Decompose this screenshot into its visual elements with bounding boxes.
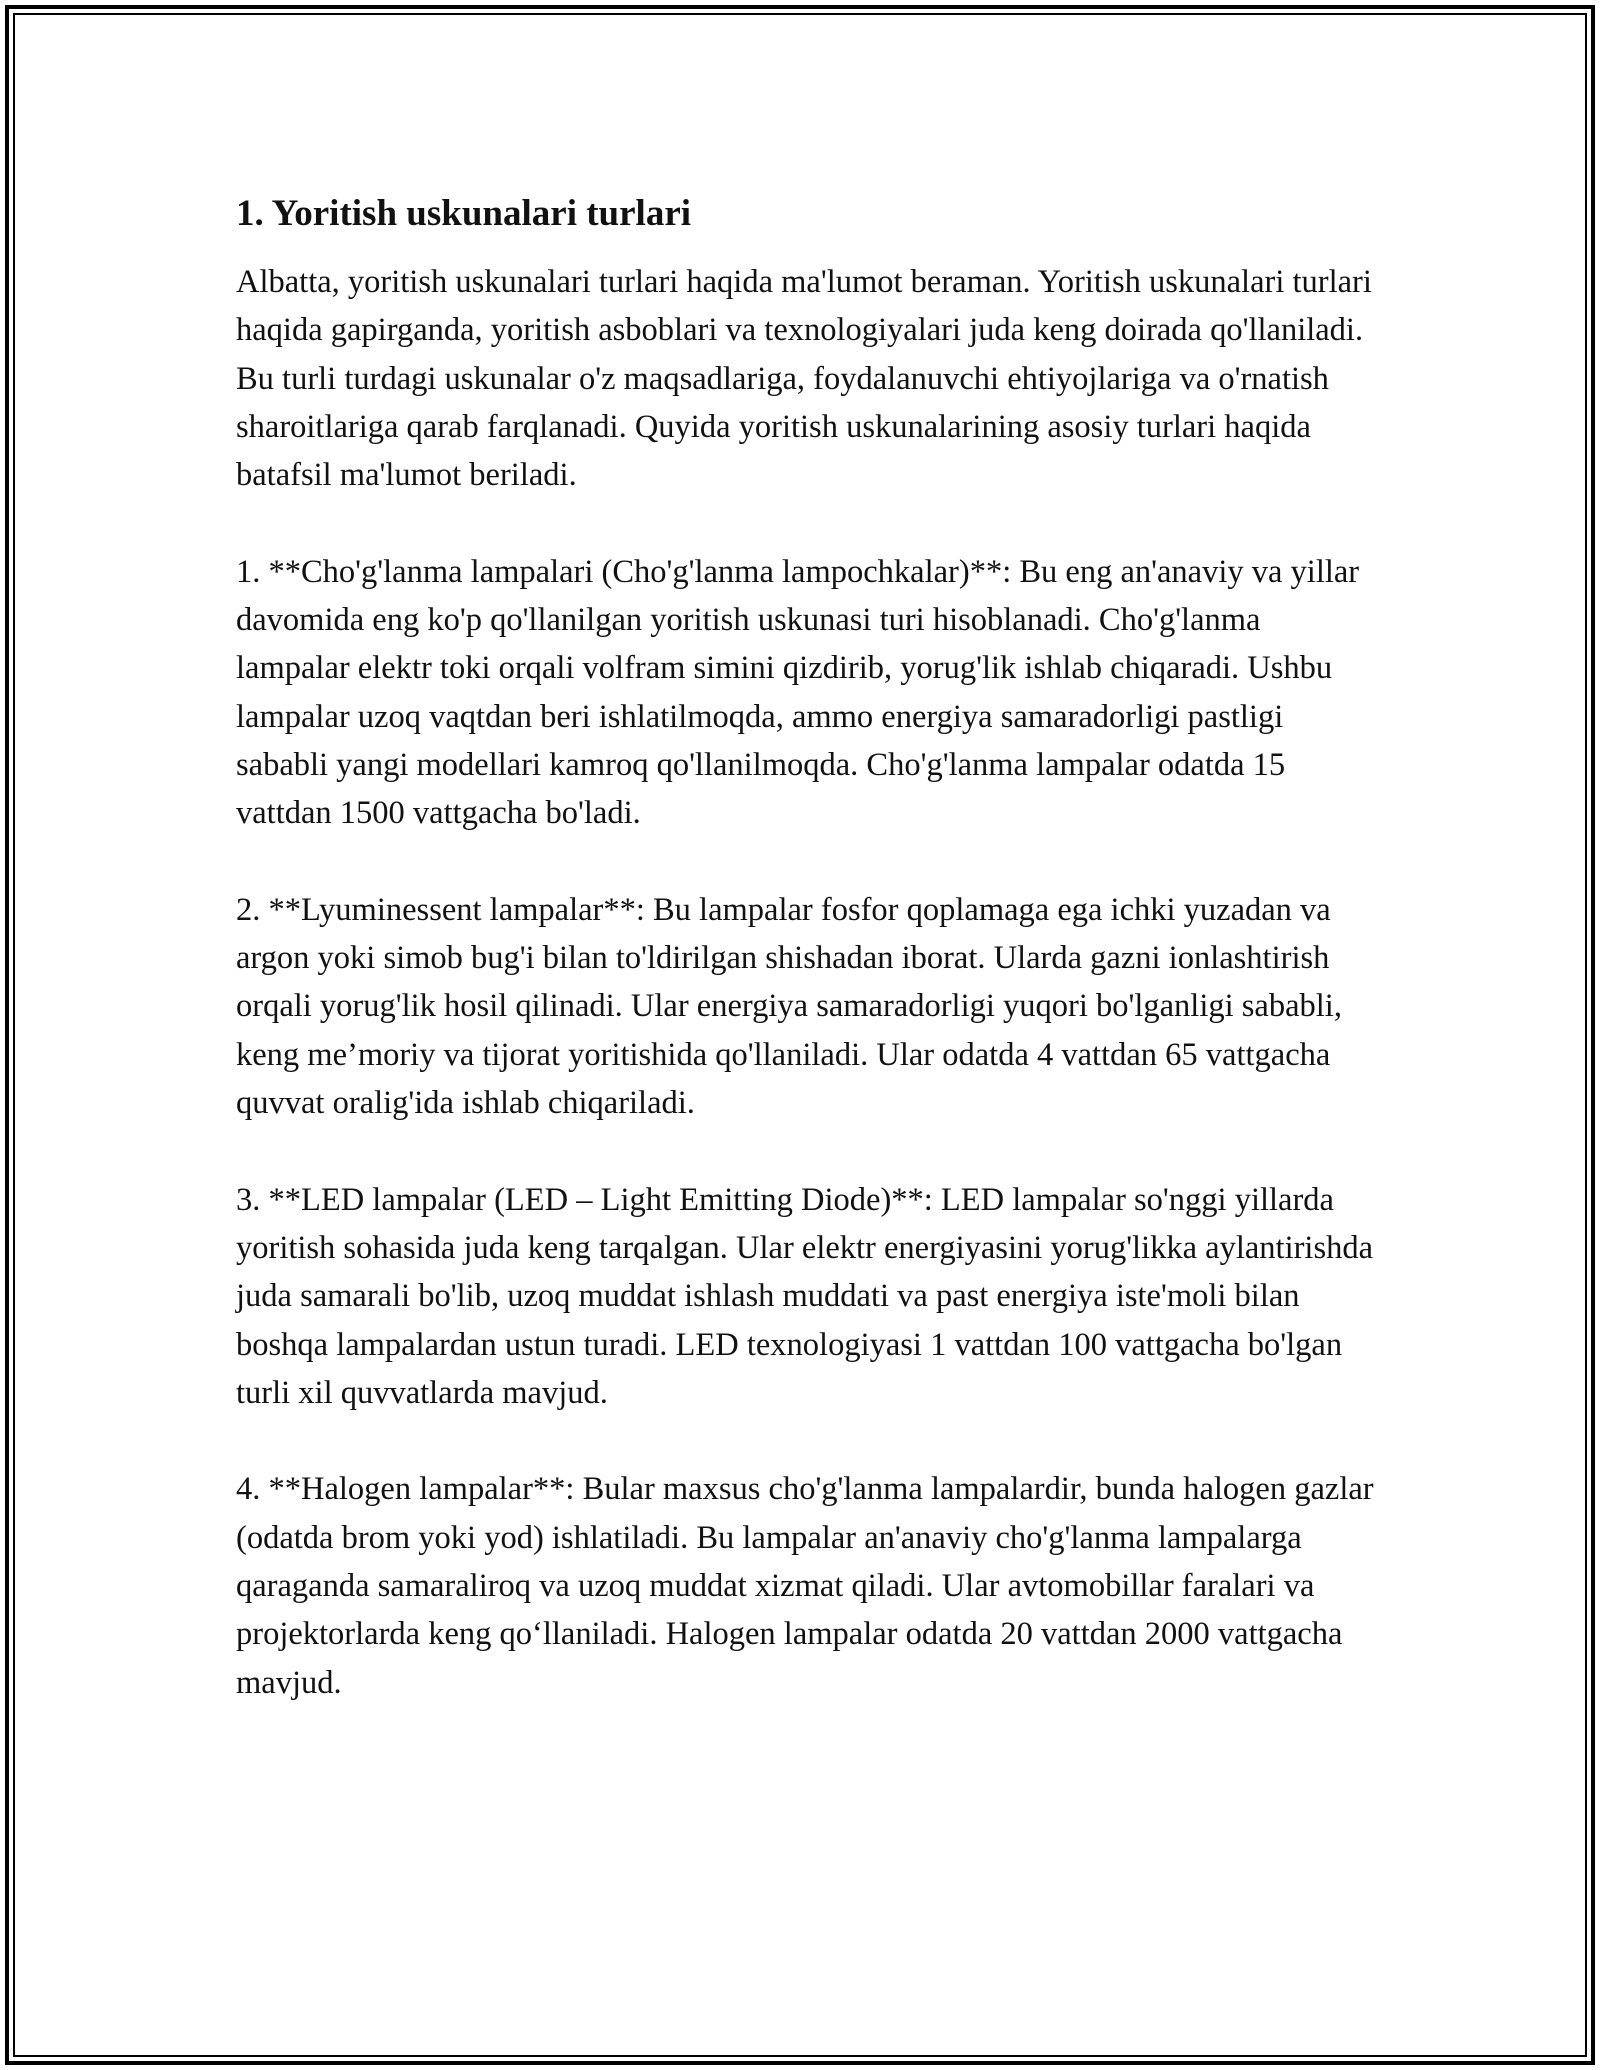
list-item-halogen: 4. **Halogen lampalar**: Bular maxsus cho'g'lanma lampalardir, bunda halogen gazlar (odatda brom yoki yod) ishlatiladi. Bu lampalar an'anaviy cho'g'lanma lampalarga qaraganda samaraliroq va uzoq muddat xizmat qiladi. Ular avtomobillar faralari va projektorlarda keng qo‘llaniladi. Halogen lampalar odatda 20 vattdan 2000 vattgacha mavjud. — [236, 1471, 1374, 1701]
list-item-fluorescent: 2. **Lyuminessent lampalar**: Bu lampalar fosfor qoplamaga ega ichki yuzadan va argon yoki simob bug'i bilan to'ldirilgan shishadan iborat. Ularda gazni ionlashtirish orqali yorug'lik hosil qilinadi. Ular energiya samaradorligi yuqori bo'lganligi sababli, keng me’moriy va tijorat yoritishida qo'llaniladi. Ular odatda 4 vattdan 65 vattgacha quvvat oralig'ida ishlab chiqariladi. — [236, 891, 1342, 1122]
list-item-led: 3. **LED lampalar (LED – Light Emitting Diode)**: LED lampalar so'nggi yillarda yoritish sohasida juda keng tarqalgan. Ular elektr energiyasini yorug'likka aylantirishda juda samarali bo'lib, uzoq muddat ishlash muddati va past energiya iste'moli bilan boshqa lampalardan ustun turadi. LED texnologiyasi 1 vattdan 100 vattgacha bo'lgan turli xil quvvatlarda mavjud. — [236, 1181, 1374, 1411]
document-body — [236, 190, 1376, 1707]
document-heading: 1. Yoritish uskunalari turlari — [236, 193, 692, 234]
intro-paragraph: Albatta, yoritish uskunalari turlari haqida ma'lumot beraman. Yoritish uskunalari turlari haqida gapirganda, yoritish asboblari va texnologiyalari juda keng doirada qo'llaniladi. Bu turli turdagi uskunalar o'z maqsadlariga, foydalanuvchi ehtiyojlariga va o'rnatish sharoitlariga qarab farqlanadi. Quyida yoritish uskunalarining asosiy turlari haqida batafsil ma'lumot beriladi. — [236, 264, 1372, 494]
list-item-incandescent: 1. **Cho'g'lanma lampalari (Cho'g'lanma lampochkalar)**: Bu eng an'anaviy va yillar davomida eng ko'p qo'llanilgan yoritish uskunasi turi hisoblanadi. Cho'g'lanma lampalar elektr toki orqali volfram simini qizdirib, yorug'lik ishlab chiqaradi. Ushbu lampalar uzoq vaqtdan beri ishlatilmoqda, ammo energiya samaradorligi pastligi sababli yangi modellari kamroq qo'llanilmoqda. Cho'g'lanma lampalar odatda 15 vattdan 1500 vattgacha bo'ladi. — [236, 553, 1360, 832]
